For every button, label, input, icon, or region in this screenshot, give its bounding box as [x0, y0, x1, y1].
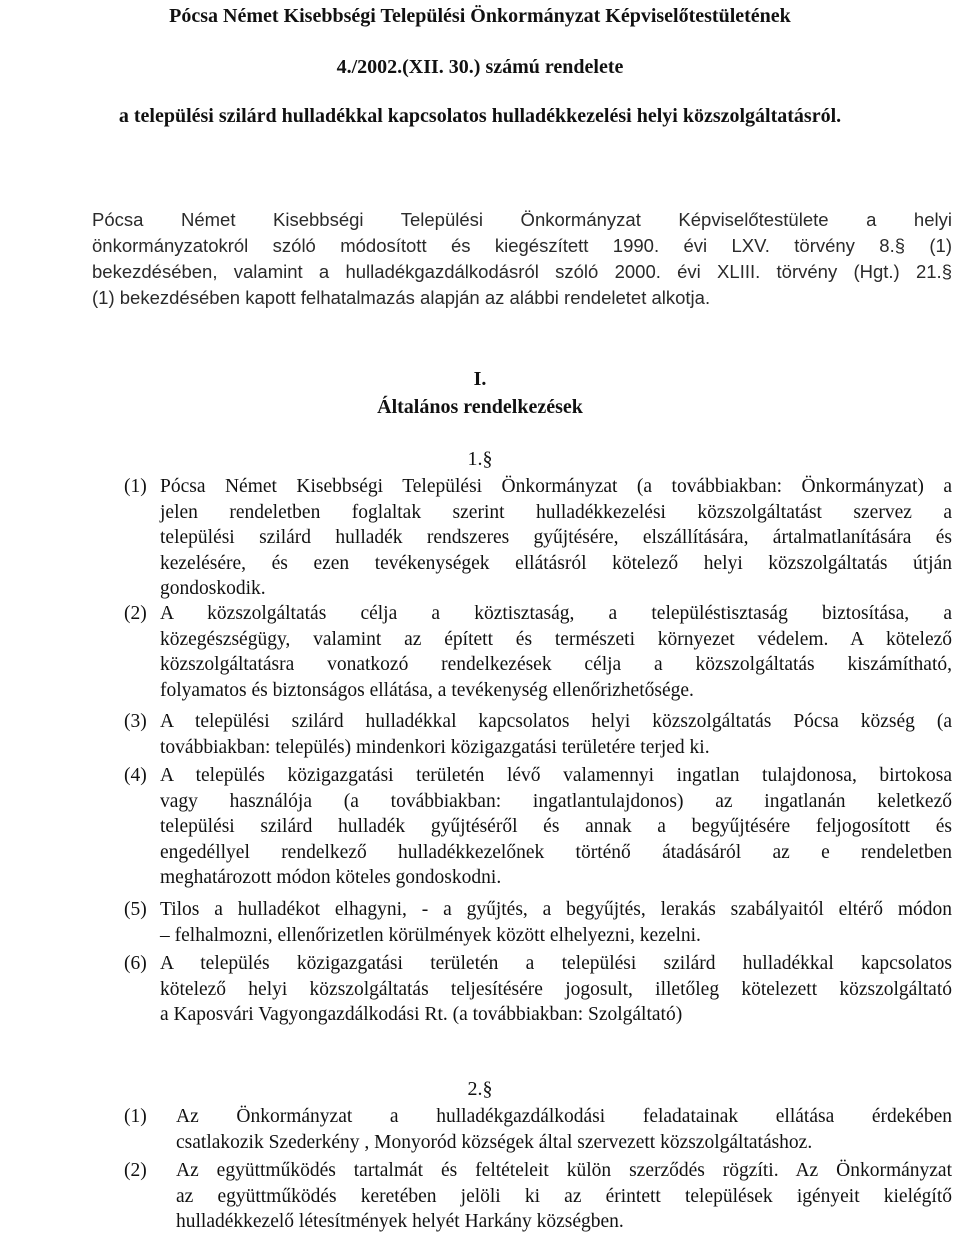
preamble-line: bekezdésében, valamint a hulladékgazdálkodásról szóló 2000. évi XLIII. törvény (Hgt.) 21.§ — [92, 261, 952, 282]
paragraph-number: (2) — [124, 1160, 147, 1181]
paragraph-line: A települési szilárd hulladékkal kapcsolatos helyi közszolgáltatás Pócsa község (a — [160, 711, 952, 732]
paragraph-number: (6) — [124, 953, 147, 974]
paragraph-line: kötelező helyi közszolgáltatás teljesítésére jogosult, illetőleg kötelezett közszolgáltató — [160, 978, 952, 1000]
paragraph-line: A közszolgáltatás célja a köztisztaság, a településtisztaság biztosítása, a — [160, 603, 952, 624]
paragraph-line: az együttműködés keretében jelöli ki az érintett települések igényeit kielégítő — [176, 1185, 952, 1207]
section-2-heading: 2.§ — [467, 1078, 493, 1100]
preamble-line: Pócsa Német Kisebbségi Települési Önkormányzat Képviselőtestülete a helyi — [92, 209, 952, 230]
paragraph-line: Az Önkormányzat a hulladékgazdálkodási feladatainak ellátása érdekében — [176, 1106, 952, 1127]
document-title-line-1: Pócsa Német Kisebbségi Települési Önkormányzat Képviselőtestületének — [169, 5, 791, 27]
paragraph-line: jelen rendeletben foglaltak szerint hulladékkezelési közszolgáltatást szervez a — [160, 501, 952, 523]
document-title-line-3: a települési szilárd hulladékkal kapcsolatos hulladékkezelési helyi közszolgáltatásról. — [118, 105, 842, 127]
paragraph-line: A település közigazgatási területén lévő valamennyi ingatlan tulajdonosa, birtokosa — [160, 765, 952, 786]
paragraph-line: meghatározott módon köteles gondoskodni. — [160, 867, 502, 888]
chapter-title: Általános rendelkezések — [377, 396, 583, 418]
paragraph-line: települési szilárd hulladék rendszeres gyűjtésére, elszállítására, ártalmatlanítására és — [160, 527, 952, 548]
paragraph-line: gondoskodik. — [160, 578, 266, 599]
paragraph-line: – felhalmozni, ellenőrizetlen körülmények között elhelyezni, kezelni. — [160, 924, 701, 946]
paragraph-line: közszolgáltatásra vonatkozó rendelkezések célja a közszolgáltatás kiszámítható, — [160, 654, 952, 675]
preamble — [92, 207, 952, 311]
paragraph-number: (2) — [124, 603, 147, 624]
paragraph-number: (1) — [124, 476, 147, 497]
paragraph-number: (1) — [124, 1106, 147, 1127]
paragraph-line: Az együttműködés tartalmát és feltételeit külön szerződés rögzíti. Az Önkormányzat — [176, 1160, 952, 1181]
paragraph-line: Pócsa Német Kisebbségi Települési Önkormányzat (a továbbiakban: Önkormányzat) a — [160, 476, 952, 497]
paragraph-line: a Kaposvári Vagyongazdálkodási Rt. (a továbbiakban: Szolgáltató) — [160, 1004, 683, 1025]
paragraph-line: továbbiakban: település) mindenkori közigazgatási területére terjed ki. — [160, 736, 710, 758]
paragraph-number: (3) — [124, 711, 147, 732]
document-title-line-2: 4./2002.(XII. 30.) számú rendelete — [336, 56, 624, 78]
section-1-heading: 1.§ — [467, 448, 493, 470]
paragraph-line: települési szilárd hulladék gyűjtéséről és annak a begyűjtésére feljogosított és — [160, 816, 952, 837]
paragraph-line: csatlakozik Szederkény , Monyoród községek által szervezett közszolgáltatáshoz. — [176, 1131, 813, 1153]
preamble-line: önkormányzatokról szóló módosított és kiegészített 1990. évi LXV. törvény 8.§ (1) — [92, 235, 952, 256]
paragraph-line: A település közigazgatási területén a települési szilárd hulladékkal kapcsolatos — [160, 953, 952, 974]
paragraph-line: Tilos a hulladékot elhagyni, - a gyűjtés, a begyűjtés, lerakás szabályaitól eltérő módon — [160, 899, 952, 920]
paragraph-line: engedéllyel rendelkező hulladékkezelőnek történő átadásáról az e rendeletben — [160, 841, 952, 863]
paragraph-number: (4) — [124, 765, 147, 786]
paragraph-line: közegészségügy, valamint az épített és természeti környezet védelem. A kötelező — [160, 628, 952, 650]
chapter-number: I. — [473, 368, 487, 390]
paragraph-number: (5) — [124, 899, 147, 920]
paragraph-line: vagy használója (a továbbiakban: ingatlantulajdonos) az ingatlanán keletkező — [160, 790, 952, 812]
preamble-line: (1) bekezdésében kapott felhatalmazás alapján az alábbi rendeletet alkotja. — [92, 287, 711, 308]
paragraph-line: hulladékkezelő létesítmények helyét Harkány községben. — [176, 1211, 624, 1232]
paragraph-line: kezelésére, és ezen tevékenységek ellátásról kötelező helyi közszolgáltatás útján — [160, 552, 952, 574]
paragraph-line: folyamatos és biztonságos ellátása, a tevékenység ellenőrizhetősége. — [160, 679, 694, 701]
